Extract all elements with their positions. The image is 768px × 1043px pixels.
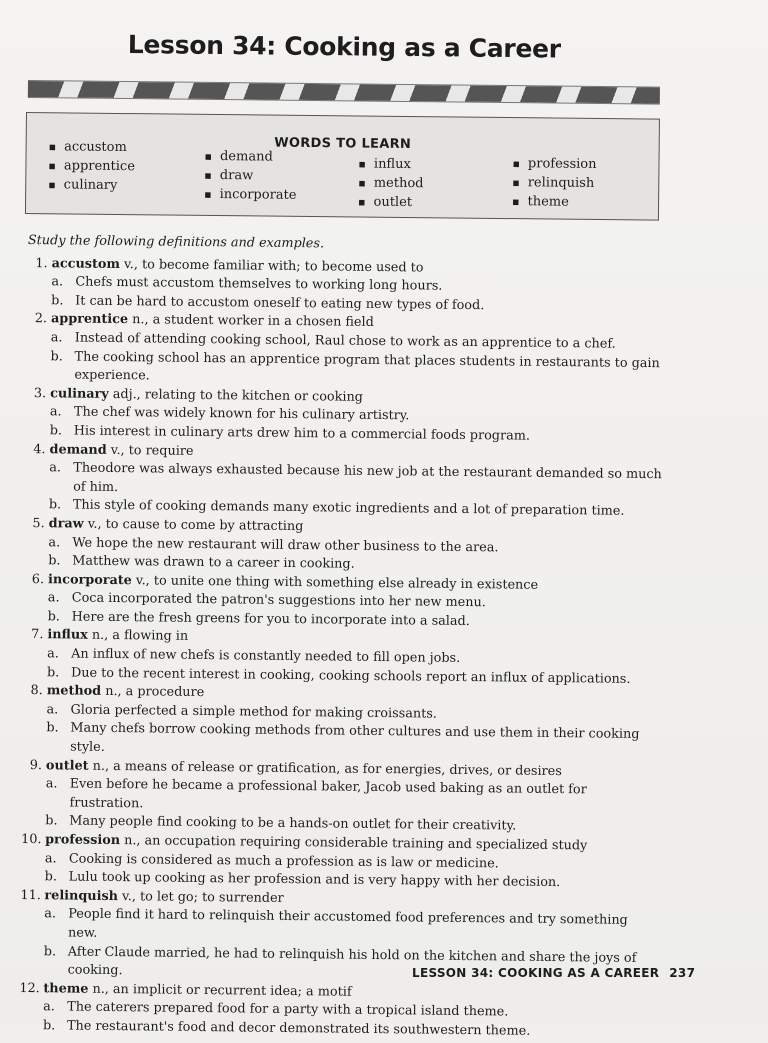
- entry-definition: n., an occupation requiring considerable training and specialized study: [120, 833, 588, 854]
- example-b: b. Many chefs borrow cooking methods from other cultures and use them in their cooking style.: [46, 720, 640, 755]
- entry-number: 11.: [20, 887, 41, 903]
- example-a: a. Cooking is considered as much a profession as is law or medicine.: [44, 850, 499, 871]
- entry-word: influx: [47, 627, 88, 644]
- word-column-1: [48, 137, 135, 195]
- example-b: b. Here are the fresh greens for you to incorporate into a salad.: [47, 609, 470, 629]
- entry-definition: v., to become familiar with; to become used to: [119, 256, 424, 276]
- entry-definition: adj., relating to the kitchen or cooking: [108, 386, 364, 405]
- words-to-learn-box: [25, 112, 660, 221]
- word-column-3: [358, 154, 424, 212]
- example-a: a. Coca incorporated the patron's suggestions into her new menu.: [47, 590, 486, 611]
- entry-word: method: [46, 683, 102, 700]
- page-title: Lesson 34: Cooking as a Career: [127, 30, 561, 64]
- page-number: 237: [669, 966, 696, 980]
- word-item: ▪ accustom: [49, 137, 136, 157]
- word-item: ▪ outlet: [358, 192, 423, 212]
- word-item: ▪ demand: [204, 147, 297, 167]
- word-item: ▪ method: [358, 173, 423, 193]
- entry-word: profession: [45, 832, 121, 849]
- entry-word: outlet: [45, 757, 89, 774]
- example-b: b. It can be hard to accustom oneself to eating new types of food.: [51, 293, 485, 313]
- entry-definition: n., a procedure: [101, 684, 205, 701]
- example-a: a. The chef was widely known for his culinary artistry.: [49, 404, 410, 424]
- running-head: LESSON 34: COOKING AS A CAREER: [412, 966, 660, 980]
- example-a: a. People find it hard to relinquish their accustomed food preferences and try something new.: [44, 906, 628, 941]
- entry-definition: n., a means of release or gratification, as for energies, drives, or desires: [88, 758, 562, 779]
- entry-definition: v., to cause to come by attracting: [83, 516, 304, 535]
- definitions-list: [19, 232, 668, 1043]
- example-a: a. An influx of new chefs is constantly needed to fill open jobs.: [47, 646, 461, 666]
- word-item: ▪ apprentice: [48, 156, 135, 176]
- word-item: ▪ culinary: [48, 175, 135, 195]
- word-item: ▪ profession: [512, 154, 596, 174]
- example-a: a. Chefs must accustom themselves to working long hours.: [51, 274, 443, 294]
- example-a: a. Instead of attending cooking school, Raul chose to work as an apprentice to a chef.: [50, 330, 616, 352]
- entry-number: 12.: [19, 980, 40, 996]
- entry-definition: v., to let go; to surrender: [117, 888, 284, 906]
- entry-definition: n., an implicit or recurrent idea; a motif: [88, 981, 352, 1000]
- example-a: a. We hope the new restaurant will draw other business to the area.: [48, 534, 499, 555]
- entry-number: 9.: [29, 757, 43, 773]
- example-a: a. The caterers prepared food for a party with a tropical island theme.: [43, 999, 509, 1020]
- entry-word: relinquish: [44, 888, 119, 904]
- example-b: b. This style of cooking demands many exotic ingredients and a lot of preparation time.: [48, 497, 625, 520]
- word-item: ▪ draw: [204, 166, 297, 186]
- entry-word: accustom: [51, 255, 121, 272]
- word-item: ▪ influx: [358, 154, 423, 174]
- page-footer: [412, 966, 695, 980]
- entry-word: culinary: [50, 386, 109, 402]
- entry-number: 10.: [21, 831, 42, 848]
- entry-number: 6.: [31, 571, 45, 587]
- entry-definition: v., to unite one thing with something else already in existence: [131, 572, 539, 593]
- entry-definition: n., a student worker in a chosen field: [128, 312, 374, 331]
- entry-word: apprentice: [50, 311, 129, 328]
- entry-word: incorporate: [47, 571, 132, 588]
- example-b: b. The cooking school has an apprentice program that places students in restaurants to gain experience.: [50, 348, 660, 384]
- words-box-heading: WORDS TO LEARN: [274, 135, 412, 153]
- example-b: b. Many people find cooking to be a hands-on outlet for their creativity.: [45, 813, 517, 834]
- entry-word: demand: [49, 441, 107, 458]
- entry-number: 7.: [31, 627, 44, 643]
- entry-number: 1.: [35, 255, 48, 271]
- entry-definition: v., to require: [106, 442, 194, 459]
- entry-number: 8.: [30, 683, 43, 699]
- word-column-4: [512, 154, 597, 212]
- example-b: b. Due to the recent interest in cooking, cooking schools report an influx of applications.: [46, 664, 631, 687]
- example-b: b. The restaurant's food and decor demonstrated its southwestern theme.: [42, 1018, 531, 1039]
- word-item: ▪ theme: [512, 192, 596, 212]
- entry-number: 5.: [32, 515, 45, 532]
- example-b: b. After Claude married, he had to relinquish his hold on the kitchen and share the joys of cooking.: [43, 943, 637, 979]
- entry-word: draw: [48, 516, 84, 532]
- instructions: Study the following definitions and examples.: [27, 232, 325, 252]
- example-b: b. Lulu took up cooking as her profession and is very happy with her decision.: [44, 869, 561, 891]
- example-a: a. Gloria perfected a simple method for making croissants.: [46, 702, 437, 722]
- word-item: ▪ incorporate: [204, 185, 297, 205]
- example-b: b. Matthew was drawn to a career in cooking.: [48, 553, 355, 572]
- decorative-divider: [28, 80, 660, 105]
- entry-number: 3.: [33, 385, 47, 401]
- example-a: a. Even before he became a professional baker, Jacob used baking as an outlet for frustration.: [45, 776, 587, 812]
- entry-definition: n., a flowing in: [87, 628, 189, 645]
- word-column-2: [204, 147, 297, 205]
- entry-word: theme: [43, 980, 89, 997]
- entry-number: 4.: [33, 441, 46, 457]
- entry-number: 2.: [34, 311, 48, 327]
- word-item: ▪ relinquish: [512, 173, 596, 193]
- example-b: b. His interest in culinary arts drew him to a commercial foods program.: [49, 423, 531, 444]
- example-a: a. Theodore was always exhausted because his new job at the restaurant demanded so much of him.: [49, 460, 662, 495]
